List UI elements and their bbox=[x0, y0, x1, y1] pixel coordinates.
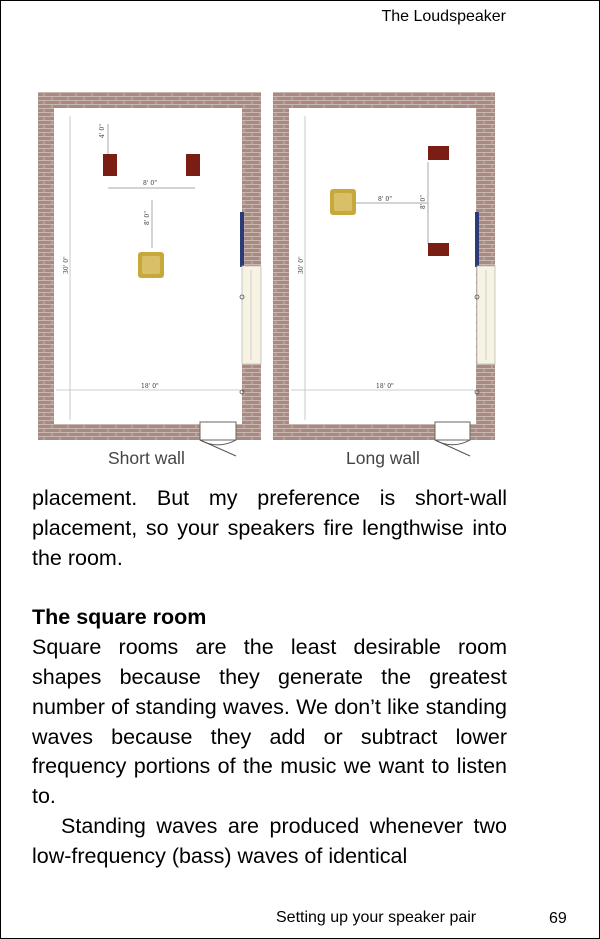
dim-label: 4' 0" bbox=[99, 124, 106, 138]
chair-icon bbox=[330, 189, 356, 215]
dim-label: 30' 0" bbox=[63, 256, 70, 274]
short-wall-plan bbox=[38, 92, 261, 456]
dim-label: 18' 0" bbox=[141, 383, 159, 390]
window-icon bbox=[240, 212, 244, 267]
speaker-icon bbox=[186, 154, 200, 176]
paragraph: Square rooms are the least desirable room shapes because they generate the greatest number of standing waves. We don’t like standing waves because they add or subtract lower frequency portions of the music we want to listen to. bbox=[32, 635, 507, 809]
paragraph: Standing waves are produced whenever two low-frequency (bass) waves of identical bbox=[32, 813, 507, 868]
dim-label: 30' 0" bbox=[298, 256, 305, 274]
body-text bbox=[32, 484, 507, 872]
speaker-icon bbox=[428, 146, 449, 160]
caption-short-wall: Short wall bbox=[108, 448, 185, 468]
paragraph: placement. But my preference is short-wall placement, so your speakers fire lengthwise into the room. bbox=[32, 486, 507, 570]
speaker-icon bbox=[103, 154, 117, 176]
footer-section-title: Setting up your speaker pair bbox=[276, 909, 477, 926]
page-number: 69 bbox=[549, 910, 567, 927]
dim-label: 18' 0" bbox=[376, 383, 394, 390]
dim-label: 8' 0" bbox=[143, 180, 157, 187]
chair-icon bbox=[138, 252, 164, 278]
speaker-icon bbox=[428, 243, 449, 256]
running-head: The Loudspeaker bbox=[381, 8, 506, 25]
section-heading: The square room bbox=[32, 605, 207, 630]
door-icon bbox=[435, 422, 470, 440]
caption-long-wall: Long wall bbox=[346, 448, 420, 468]
door-icon bbox=[200, 422, 236, 440]
dim-label: 8' 0" bbox=[378, 196, 392, 203]
dim-label: 8' 0" bbox=[144, 211, 151, 225]
long-wall-plan bbox=[273, 92, 495, 456]
dim-label: 8' 0" bbox=[420, 195, 427, 209]
window-icon bbox=[475, 212, 479, 267]
